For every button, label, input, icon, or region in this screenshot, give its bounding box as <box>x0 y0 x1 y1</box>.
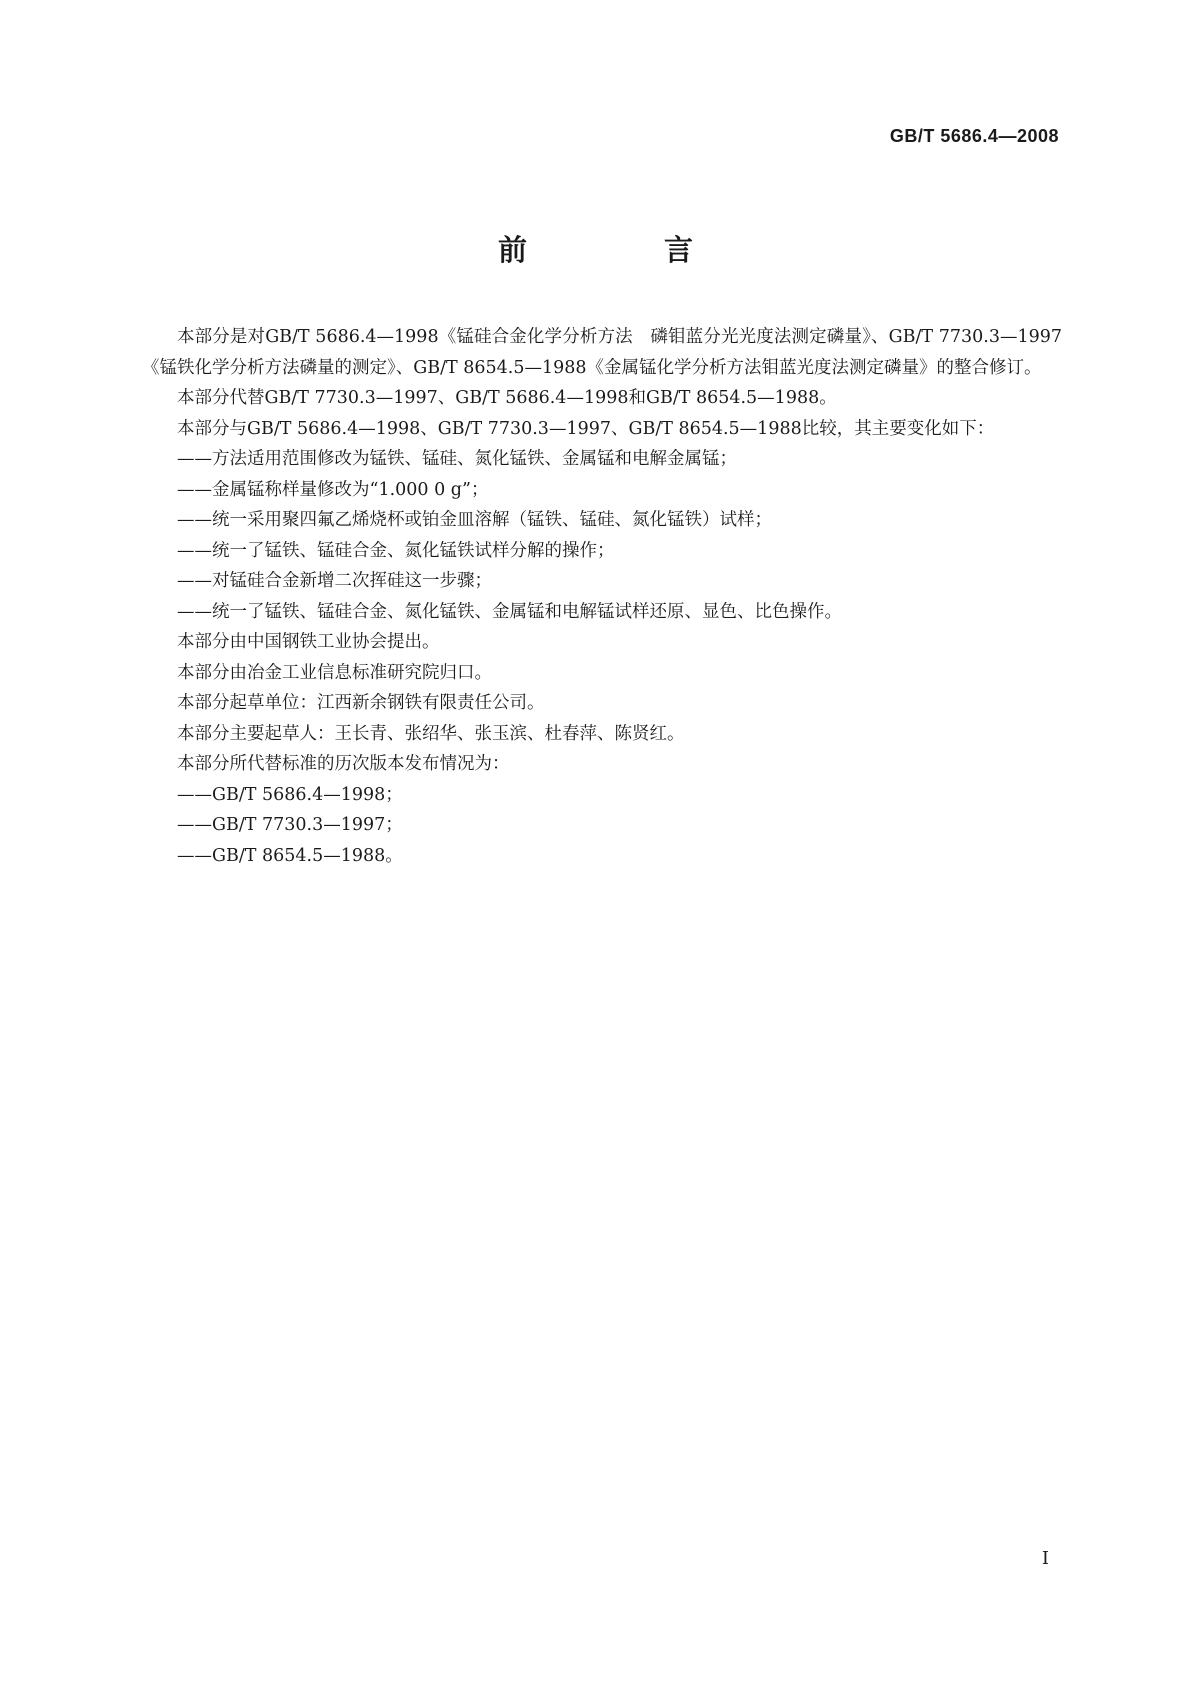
history-intro-paragraph: 本部分所代替标准的历次版本发布情况为： <box>177 754 510 774</box>
changes-list <box>142 444 1062 627</box>
document-body <box>142 322 1062 871</box>
change-item: ——统一了锰铁、锰硅合金、氮化锰铁试样分解的操作； <box>177 540 615 561</box>
standard-code: GB/T 5686.4—2008 <box>889 126 1059 146</box>
proposer-paragraph: 本部分由中国钢铁工业协会提出。 <box>177 632 440 652</box>
centralized-paragraph: 本部分由冶金工业信息标准研究院归口。 <box>177 662 492 683</box>
drafters-paragraph: 本部分主要起草人：王长青、张绍华、张玉滨、杜春萍、陈贤红。 <box>177 723 685 744</box>
history-list <box>142 780 1062 872</box>
drafting-unit-paragraph: 本部分起草单位：江西新余钢铁有限责任公司。 <box>177 693 545 713</box>
page-number: I <box>1041 1548 1049 1569</box>
change-item: ——统一了锰铁、锰硅合金、氮化锰铁、金属锰和电解锰试样还原、显色、比色操作。 <box>177 601 842 622</box>
change-item: ——方法适用范围修改为锰铁、锰硅、氮化锰铁、金属锰和电解金属锰； <box>177 449 737 469</box>
intro-paragraph: 本部分是对GB/T 5686.4—1998《锰硅合金化学分析方法 磷钼蓝分光光度法测定磷量》、GB/T 7730.3—1997《锰铁化学分析方法磷量的测定》、GB/T 8654.5—1988《金属锰化学分析方法钼蓝光度法测定磷量》的整合修订。 <box>142 327 1062 378</box>
change-item: ——统一采用聚四氟乙烯烧杯或铂金皿溶解（锰铁、锰硅、氮化锰铁）试样； <box>177 510 772 530</box>
history-item: ——GB/T 8654.5—1988。 <box>177 845 403 866</box>
page-title: 前 言 <box>497 233 747 267</box>
change-item: ——对锰硅合金新增二次挥硅这一步骤； <box>177 571 492 591</box>
replacement-paragraph: 本部分代替GB/T 7730.3—1997、GB/T 5686.4—1998和GB/T 8654.5—1988。 <box>177 388 837 408</box>
change-item: ——金属锰称样量修改为“1.000 0 g”； <box>177 479 489 500</box>
comparison-paragraph: 本部分与GB/T 5686.4—1998、GB/T 7730.3—1997、GB/T 8654.5—1988比较，其主要变化如下： <box>177 418 995 439</box>
history-item: ——GB/T 5686.4—1998； <box>177 784 403 805</box>
history-item: ——GB/T 7730.3—1997； <box>177 815 403 835</box>
